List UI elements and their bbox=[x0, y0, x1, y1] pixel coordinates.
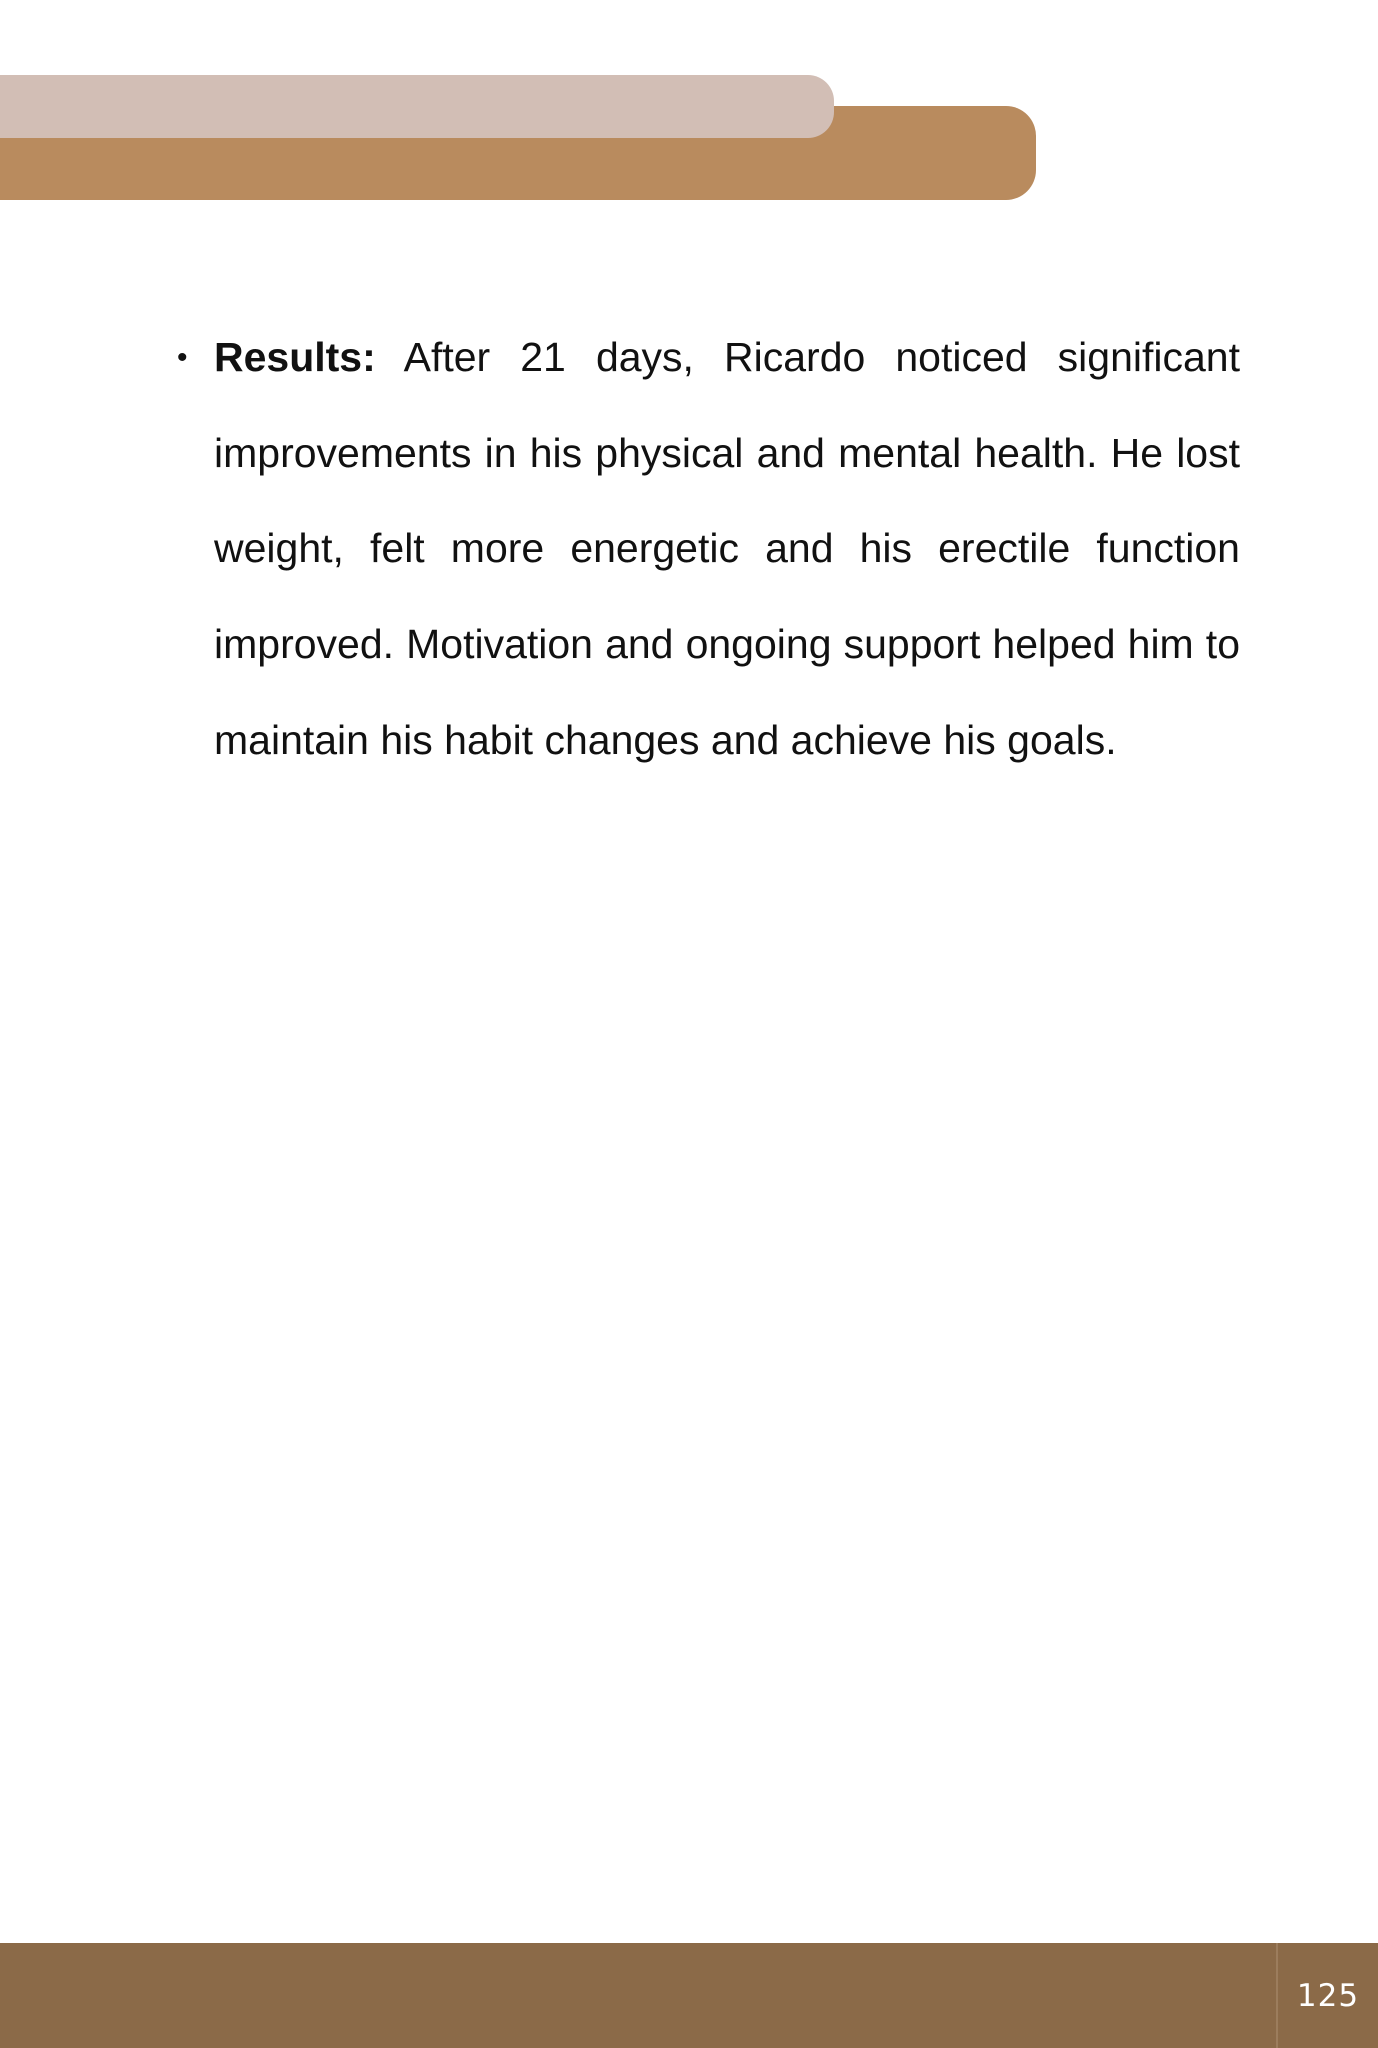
bullet-text: After 21 days, Ricardo noticed significant improvements in his physical and mental health. He lost weight, felt more energetic and his erectile function improved. Motivation and ongoing support helped him to maintain his habit changes and achieve his goals. bbox=[214, 334, 1240, 763]
page-number: 125 bbox=[1276, 1943, 1378, 2048]
bullet-point-icon: • bbox=[177, 341, 188, 374]
footer-bar bbox=[0, 1943, 1378, 2048]
bullet-item-results bbox=[174, 310, 1240, 789]
header-decorative-bar-light bbox=[0, 75, 834, 138]
bullet-list bbox=[174, 310, 1240, 789]
bullet-label: Results: bbox=[214, 334, 376, 380]
page-content bbox=[174, 310, 1240, 789]
